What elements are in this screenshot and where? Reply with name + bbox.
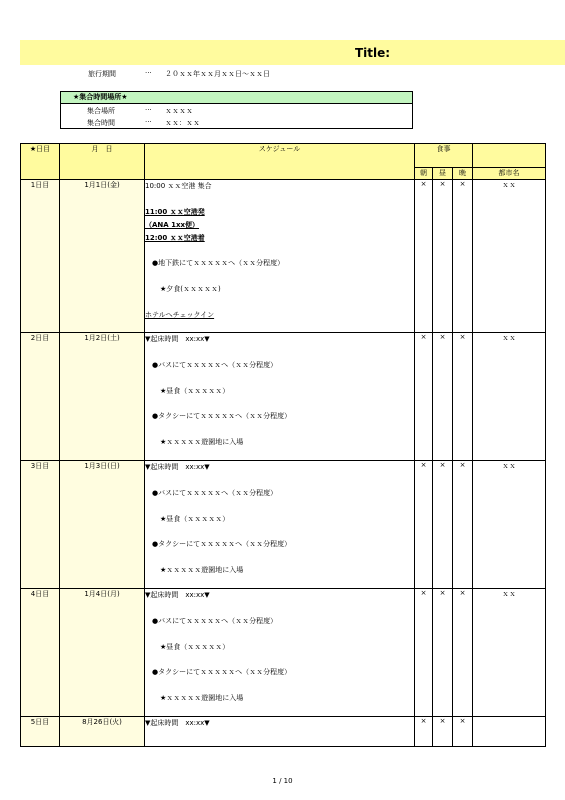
meeting-time-dots: ··· bbox=[145, 118, 152, 126]
schedule-line: ●地下鉄にてｘｘｘｘｘへ（ｘｘ分程度） bbox=[152, 259, 285, 268]
schedule-line: ホテルへチェックイン bbox=[145, 310, 215, 319]
date-cell: 8月26日(火) bbox=[60, 717, 145, 747]
city-cell: ｘｘ bbox=[473, 180, 546, 333]
table-row bbox=[21, 333, 546, 461]
schedule-line bbox=[145, 474, 414, 487]
schedule-line: ▼起床時間 xx:xx▼ bbox=[145, 463, 210, 471]
schedule-cell bbox=[145, 333, 415, 461]
schedule-cell bbox=[145, 180, 415, 333]
schedule-line: ●タクシーにてｘｘｘｘｘへ（ｘｘ分程度） bbox=[152, 668, 292, 677]
meeting-time-label: 集合時間 bbox=[87, 119, 115, 127]
breakfast-mark: × bbox=[415, 461, 433, 589]
city-cell: ｘｘ bbox=[473, 589, 546, 717]
schedule-line bbox=[145, 679, 414, 692]
lunch-mark: × bbox=[433, 717, 453, 747]
table-row bbox=[21, 589, 546, 717]
dinner-mark: × bbox=[453, 461, 473, 589]
table-row bbox=[21, 180, 546, 333]
schedule-line: ★昼食（ｘｘｘｘｘ） bbox=[160, 642, 230, 651]
period-dots: ··· bbox=[145, 69, 152, 77]
lunch-mark: × bbox=[433, 589, 453, 717]
lunch-mark: × bbox=[433, 180, 453, 333]
header-city-blank bbox=[473, 144, 546, 168]
schedule-line: 12:00 ｘｘ空港着 bbox=[145, 233, 205, 242]
header-meals: 食事 bbox=[415, 144, 473, 168]
schedule-line bbox=[145, 423, 414, 436]
schedule-cell bbox=[145, 717, 415, 747]
header-breakfast: 朝 bbox=[415, 168, 433, 180]
day-cell: 1日目 bbox=[21, 180, 60, 333]
schedule-line: 11:00 ｘｘ空港発 bbox=[145, 207, 205, 216]
schedule-line: ▼起床時間 xx:xx▼ bbox=[145, 719, 210, 727]
schedule-line: ●タクシーにてｘｘｘｘｘへ（ｘｘ分程度） bbox=[152, 540, 292, 549]
schedule-line: ●バスにてｘｘｘｘｘへ（ｘｘ分程度） bbox=[152, 488, 278, 497]
period-value: ２０ｘｘ年ｘｘ月ｘｘ日〜ｘｘ日 bbox=[165, 70, 270, 78]
page-number: 1 / 10 bbox=[272, 777, 293, 785]
date-cell: 1月4日(月) bbox=[60, 589, 145, 717]
schedule-cell bbox=[145, 589, 415, 717]
table-row bbox=[21, 717, 546, 747]
schedule-line: ▼起床時間 xx:xx▼ bbox=[145, 591, 210, 599]
schedule-line bbox=[145, 346, 414, 359]
day-cell: 2日目 bbox=[21, 333, 60, 461]
schedule-line: ★夕食(ｘｘｘｘｘ) bbox=[160, 285, 221, 294]
schedule-table bbox=[20, 143, 546, 747]
breakfast-mark: × bbox=[415, 180, 433, 333]
period-label: 旅行期間 bbox=[88, 70, 116, 78]
city-cell: ｘｘ bbox=[473, 333, 546, 461]
header-dinner: 晩 bbox=[453, 168, 473, 180]
schedule-line bbox=[145, 525, 414, 538]
day-cell: 3日目 bbox=[21, 461, 60, 589]
schedule-line: ★昼食（ｘｘｘｘｘ） bbox=[160, 514, 230, 523]
schedule-line bbox=[145, 244, 414, 257]
schedule-line: 10:00 ｘｘ空港 集合 bbox=[145, 182, 212, 190]
header-day: ★日目 bbox=[21, 144, 60, 180]
meeting-box bbox=[60, 91, 413, 129]
meeting-place-label: 集合場所 bbox=[87, 107, 115, 115]
date-cell: 1月1日(金) bbox=[60, 180, 145, 333]
schedule-line bbox=[145, 372, 414, 385]
title-bar bbox=[20, 40, 565, 65]
dinner-mark: × bbox=[453, 180, 473, 333]
schedule-line bbox=[145, 193, 414, 206]
city-cell bbox=[473, 717, 546, 747]
schedule-line: ★ｘｘｘｘｘ遊園地に入場 bbox=[160, 438, 244, 447]
day-cell: 4日目 bbox=[21, 589, 60, 717]
schedule-line bbox=[145, 296, 414, 309]
schedule-line: ★昼食（ｘｘｘｘｘ） bbox=[160, 386, 230, 395]
dinner-mark: × bbox=[453, 333, 473, 461]
header-city: 都市名 bbox=[473, 168, 546, 180]
header-date: 月 日 bbox=[60, 144, 145, 180]
dinner-mark: × bbox=[453, 589, 473, 717]
schedule-line bbox=[145, 551, 414, 564]
lunch-mark: × bbox=[433, 461, 453, 589]
meeting-time-value: ｘｘ：ｘｘ bbox=[165, 119, 200, 127]
schedule-line: ●バスにてｘｘｘｘｘへ（ｘｘ分程度） bbox=[152, 360, 278, 369]
schedule-cell bbox=[145, 461, 415, 589]
schedule-line: ★ｘｘｘｘｘ遊園地に入場 bbox=[160, 566, 244, 575]
schedule-line bbox=[145, 653, 414, 666]
date-cell: 1月2日(土) bbox=[60, 333, 145, 461]
header-lunch: 昼 bbox=[433, 168, 453, 180]
meeting-header: ★集合時間場所★ bbox=[61, 92, 412, 104]
schedule-line bbox=[145, 602, 414, 615]
breakfast-mark: × bbox=[415, 333, 433, 461]
date-cell: 1月3日(日) bbox=[60, 461, 145, 589]
day-cell: 5日目 bbox=[21, 717, 60, 747]
breakfast-mark: × bbox=[415, 589, 433, 717]
meeting-place-dots: ··· bbox=[145, 106, 152, 114]
page-title: Title: bbox=[355, 46, 391, 60]
schedule-line bbox=[145, 628, 414, 641]
schedule-line: ▼起床時間 xx:xx▼ bbox=[145, 335, 210, 343]
city-cell: ｘｘ bbox=[473, 461, 546, 589]
schedule-line: ●タクシーにてｘｘｘｘｘへ（ｘｘ分程度） bbox=[152, 412, 292, 421]
breakfast-mark: × bbox=[415, 717, 433, 747]
header-schedule: スケジュール bbox=[145, 144, 415, 180]
schedule-line bbox=[145, 500, 414, 513]
schedule-line: ●バスにてｘｘｘｘｘへ（ｘｘ分程度） bbox=[152, 616, 278, 625]
schedule-line bbox=[145, 397, 414, 410]
schedule-line bbox=[145, 270, 414, 283]
schedule-line: （ANA 1xx便） bbox=[145, 220, 200, 229]
table-row bbox=[21, 461, 546, 589]
lunch-mark: × bbox=[433, 333, 453, 461]
meeting-place-value: ｘｘｘｘ bbox=[165, 107, 193, 115]
dinner-mark: × bbox=[453, 717, 473, 747]
schedule-line: ★ｘｘｘｘｘ遊園地に入場 bbox=[160, 694, 244, 703]
